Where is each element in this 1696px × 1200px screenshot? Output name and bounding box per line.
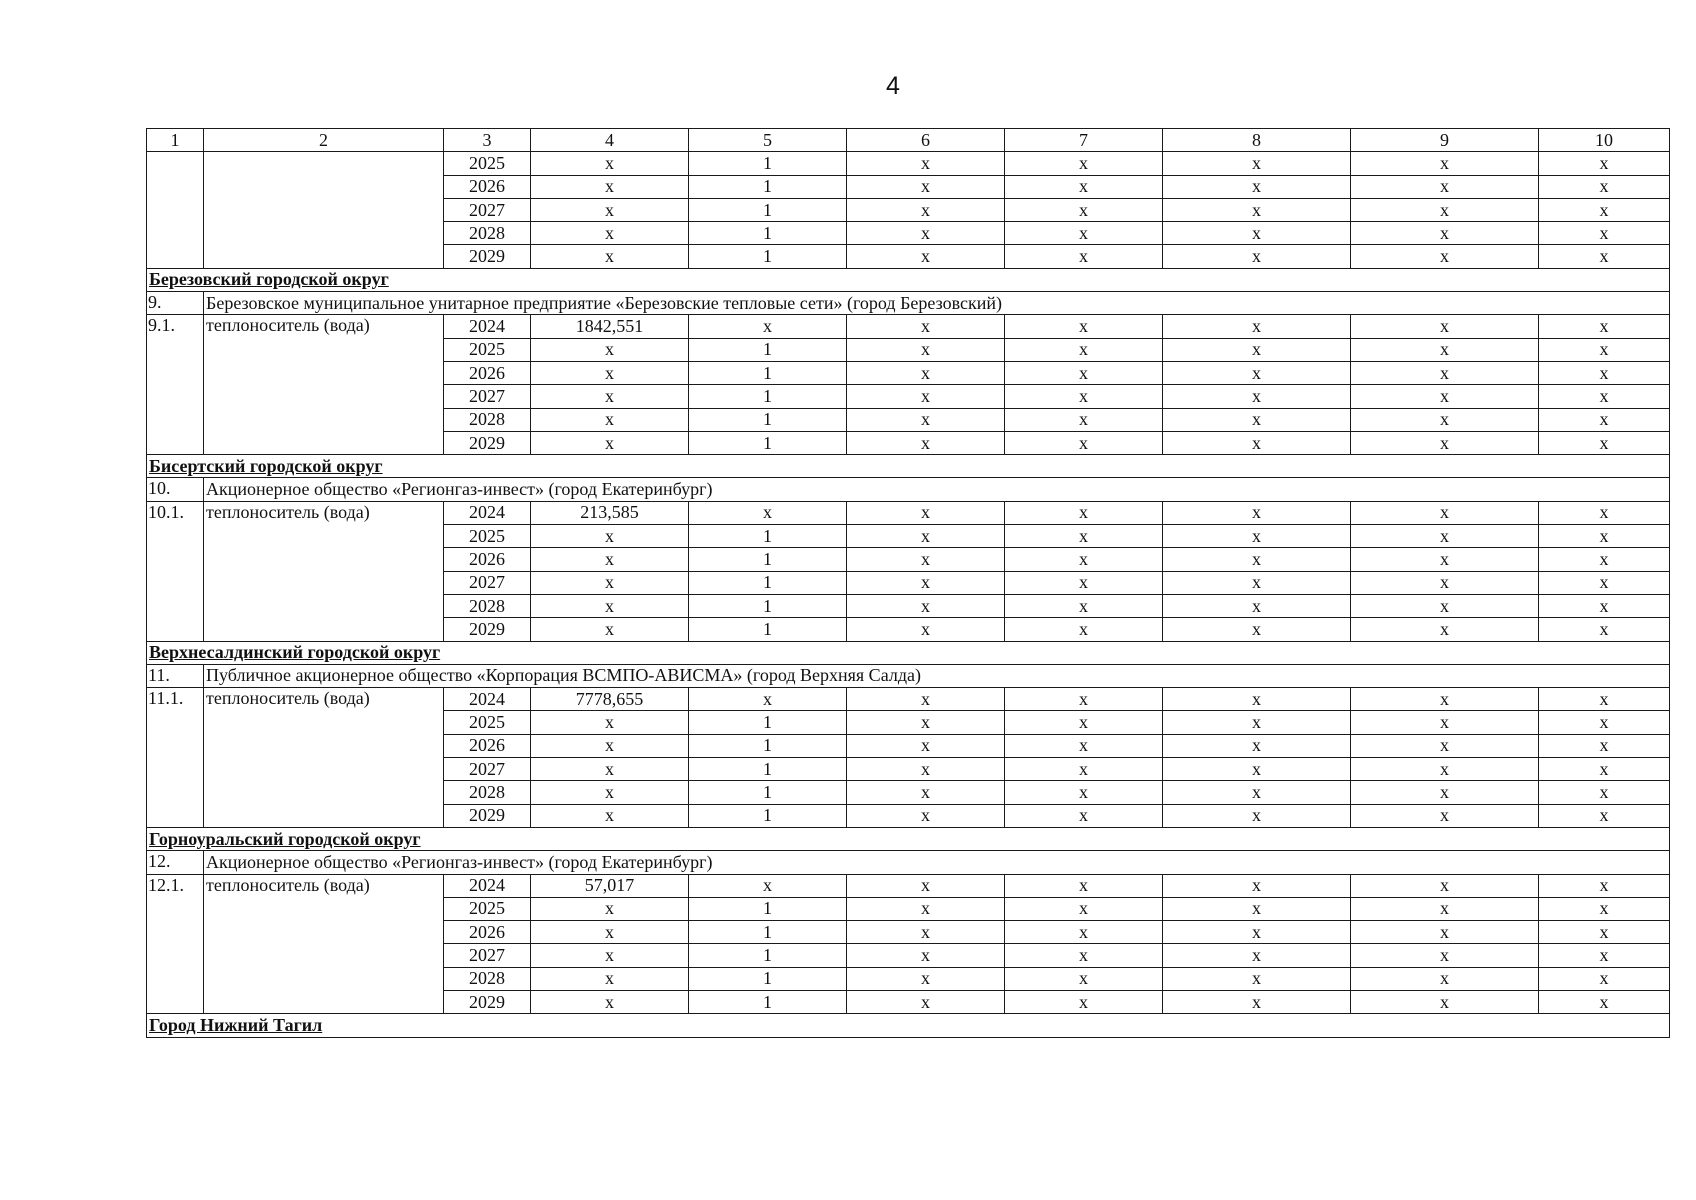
column-header: 6 [847,129,1005,152]
item-name: теплоноситель (вода) [204,688,444,828]
table-cell: x [1539,431,1670,454]
table-cell: x [847,990,1005,1013]
table-cell: x [1539,501,1670,524]
table-cell: x [1539,315,1670,338]
table-cell: x [1163,804,1351,827]
item-name: теплоноситель (вода) [204,315,444,455]
table-cell: x [1539,688,1670,711]
table-cell: x [531,198,689,221]
table-cell: x [847,431,1005,454]
table-cell: x [1351,897,1539,920]
table-cell: 1 [689,245,847,268]
table-cell: x [1539,944,1670,967]
column-header: 9 [1351,129,1539,152]
table-cell: x [847,525,1005,548]
table-cell: x [1539,758,1670,781]
organization-row [147,478,1670,501]
table-cell: x [689,501,847,524]
district-row [147,268,1670,291]
table-cell: 1 [689,525,847,548]
district-row [147,455,1670,478]
table-cell: x [1163,338,1351,361]
table-cell: 1 [689,175,847,198]
item-number: 9.1. [147,315,204,455]
table-cell: x [531,548,689,571]
table-cell: x [1163,921,1351,944]
table-cell: x [847,571,1005,594]
table-cell: 1842,551 [531,315,689,338]
table-cell: x [1163,385,1351,408]
table-cell: 2025 [444,897,531,920]
table-cell: 2026 [444,734,531,757]
table-cell: x [1005,385,1163,408]
item-number: 11.1. [147,688,204,828]
table-cell: x [531,921,689,944]
table-cell: x [1005,548,1163,571]
table-cell: x [1163,222,1351,245]
table-cell: x [531,338,689,361]
table-row [147,152,1670,175]
organization-name: Акционерное общество «Регионгаз-инвест» (город Екатеринбург) [204,851,1670,874]
table-cell: x [1163,594,1351,617]
table-cell: x [1539,525,1670,548]
table-cell: x [1005,781,1163,804]
table-cell: x [1539,618,1670,641]
district-row [147,1014,1670,1037]
table-cell: x [531,175,689,198]
table-cell: 1 [689,921,847,944]
table-cell: x [1163,781,1351,804]
table-cell: x [1005,501,1163,524]
table-cell: x [1351,338,1539,361]
table-cell: x [1351,198,1539,221]
table-cell: x [531,990,689,1013]
table-cell: 2024 [444,688,531,711]
table-cell: 1 [689,222,847,245]
table-cell: x [1539,361,1670,384]
table-cell: x [1163,501,1351,524]
table-cell: x [1539,571,1670,594]
table-cell: x [1163,897,1351,920]
table-cell: x [847,222,1005,245]
table-cell: x [531,385,689,408]
column-header: 4 [531,129,689,152]
table-cell: x [1163,967,1351,990]
table-cell: x [531,711,689,734]
table-cell: x [1163,944,1351,967]
table-row [147,688,1670,711]
table-row [147,501,1670,524]
table-cell: x [1351,990,1539,1013]
table-cell: x [1539,781,1670,804]
table-cell: 2029 [444,990,531,1013]
table-cell: 1 [689,408,847,431]
table-cell: x [1005,804,1163,827]
table-cell: x [847,944,1005,967]
table-cell: 2029 [444,804,531,827]
table-cell: x [1539,594,1670,617]
table-cell: 1 [689,548,847,571]
table-cell: 1 [689,711,847,734]
table-cell: x [1005,431,1163,454]
table-cell: x [847,361,1005,384]
table-cell: 2028 [444,222,531,245]
table-cell: x [1163,408,1351,431]
organization-number: 12. [147,851,204,874]
table-cell: 2026 [444,361,531,384]
district-heading: Березовский городской округ [147,268,1670,291]
table-cell: 2029 [444,245,531,268]
table-cell: x [1539,874,1670,897]
table-cell: x [1163,711,1351,734]
table-cell: x [531,734,689,757]
table-cell: x [1005,152,1163,175]
table-cell: x [1163,548,1351,571]
table-cell: 2028 [444,408,531,431]
table-cell: x [1163,361,1351,384]
table-cell: x [1005,315,1163,338]
district-heading: Город Нижний Тагил [147,1014,1670,1037]
district-row [147,827,1670,850]
table-cell: x [1005,874,1163,897]
organization-number: 9. [147,292,204,315]
table-cell: x [1163,734,1351,757]
table-cell: x [847,688,1005,711]
table-cell: x [847,152,1005,175]
table-cell: x [1351,618,1539,641]
table-cell: 1 [689,385,847,408]
table-cell: x [1351,804,1539,827]
table-cell: 2025 [444,152,531,175]
table-cell: x [1539,385,1670,408]
table-cell: x [531,944,689,967]
table-cell: x [1351,245,1539,268]
table-cell: x [1005,688,1163,711]
table-cell: 2026 [444,921,531,944]
table-cell: x [1005,990,1163,1013]
table-cell: x [847,921,1005,944]
table-cell: x [1005,758,1163,781]
table-cell: x [1005,897,1163,920]
table-cell: 2024 [444,501,531,524]
table-cell: x [1351,385,1539,408]
table-cell: 1 [689,758,847,781]
table-cell: 1 [689,198,847,221]
table-cell: x [847,874,1005,897]
item-number: 10.1. [147,501,204,641]
table-cell: x [847,501,1005,524]
table-cell: x [1539,338,1670,361]
table-cell: x [1539,152,1670,175]
table-cell: x [1351,758,1539,781]
table-cell: x [1005,525,1163,548]
organization-row [147,292,1670,315]
table-cell: x [1163,175,1351,198]
table-cell: x [531,967,689,990]
column-header: 8 [1163,129,1351,152]
district-heading: Бисертский городской округ [147,455,1670,478]
table-cell: x [1539,245,1670,268]
district-row [147,641,1670,664]
table-cell: x [531,222,689,245]
table-cell: x [1005,618,1163,641]
table-cell: x [1351,921,1539,944]
table-cell: 2027 [444,944,531,967]
table-cell: x [531,525,689,548]
table-cell: x [1351,501,1539,524]
table-cell: x [1005,338,1163,361]
table-cell: 1 [689,944,847,967]
tariff-table [146,128,1670,1038]
table-cell: x [531,618,689,641]
table-cell: x [1351,781,1539,804]
table-cell: 1 [689,594,847,617]
table-cell: x [1005,921,1163,944]
table-cell: x [531,594,689,617]
table-cell: 2025 [444,525,531,548]
table-cell: 2027 [444,571,531,594]
table-cell: x [1005,734,1163,757]
table-cell: x [689,315,847,338]
table-cell: x [847,781,1005,804]
table-cell: x [531,897,689,920]
item-number: 12.1. [147,874,204,1014]
column-header: 3 [444,129,531,152]
table-cell: x [1163,198,1351,221]
table-cell: x [847,804,1005,827]
table-cell: x [1351,944,1539,967]
table-cell: 2029 [444,431,531,454]
table-cell: x [847,198,1005,221]
item-name: теплоноситель (вода) [204,874,444,1014]
table-cell: x [1539,175,1670,198]
table-cell: x [1005,408,1163,431]
table-row [147,874,1670,897]
table-cell: x [1163,431,1351,454]
organization-number: 11. [147,664,204,687]
column-header: 10 [1539,129,1670,152]
table-cell: x [1005,594,1163,617]
table-cell: x [1351,525,1539,548]
table-cell: x [1163,688,1351,711]
table-cell: x [1005,967,1163,990]
table-cell: 1 [689,571,847,594]
row-number-cell [147,152,204,268]
table-cell: x [531,758,689,781]
table-cell: x [1539,198,1670,221]
district-heading: Горноуральский городской округ [147,827,1670,850]
table-cell: x [1351,571,1539,594]
table-cell: 2024 [444,315,531,338]
table-cell: x [1351,734,1539,757]
organization-name: Публичное акционерное общество «Корпорация ВСМПО-АВИСМА» (город Верхняя Салда) [204,664,1670,687]
table-cell: x [1005,222,1163,245]
table-cell: x [847,338,1005,361]
table-cell: x [1005,711,1163,734]
table-cell: x [1539,548,1670,571]
table-cell: x [1351,222,1539,245]
table-cell: 2028 [444,967,531,990]
table-cell: x [1539,734,1670,757]
table-cell: 1 [689,734,847,757]
table-cell: x [1351,688,1539,711]
table-cell: x [847,385,1005,408]
table-cell: x [1005,361,1163,384]
table-cell: 1 [689,897,847,920]
table-cell: x [1163,525,1351,548]
item-name: теплоноситель (вода) [204,501,444,641]
table-cell: x [847,175,1005,198]
table-cell: x [1163,874,1351,897]
table-cell: x [1351,874,1539,897]
table-cell: 2025 [444,711,531,734]
district-heading: Верхнесалдинский городской округ [147,641,1670,664]
table-cell: 1 [689,967,847,990]
table-cell: x [531,781,689,804]
table-cell: 2025 [444,338,531,361]
table-cell: x [1005,571,1163,594]
organization-row [147,664,1670,687]
table-cell: x [847,967,1005,990]
table-cell: 1 [689,618,847,641]
table-cell: x [531,431,689,454]
table-cell: x [689,688,847,711]
table-cell: 2028 [444,594,531,617]
table-cell: x [1351,548,1539,571]
table-cell: x [1163,758,1351,781]
page-number: 4 [886,72,900,100]
table-cell: x [531,152,689,175]
table-cell: x [1539,990,1670,1013]
organization-row [147,851,1670,874]
table-cell: x [1539,222,1670,245]
table-cell: 213,585 [531,501,689,524]
table-cell: x [1351,408,1539,431]
column-header: 2 [204,129,444,152]
table-cell: x [1163,245,1351,268]
table-cell: x [847,897,1005,920]
table-cell: x [1539,408,1670,431]
table-cell: 2029 [444,618,531,641]
table-cell: x [1351,967,1539,990]
table-cell: x [1005,245,1163,268]
table-row [147,315,1670,338]
organization-number: 10. [147,478,204,501]
table-cell: 1 [689,361,847,384]
table-cell: x [531,361,689,384]
table-cell: x [1539,897,1670,920]
table-cell: x [847,315,1005,338]
table-cell: x [847,711,1005,734]
table-cell: x [847,548,1005,571]
table-cell: 1 [689,804,847,827]
table-cell: 2027 [444,198,531,221]
table-cell: 1 [689,990,847,1013]
table-cell: x [1351,152,1539,175]
table-cell: x [847,758,1005,781]
column-header: 1 [147,129,204,152]
organization-name: Акционерное общество «Регионгаз-инвест» (город Екатеринбург) [204,478,1670,501]
table-cell: x [1539,967,1670,990]
table-cell: 2026 [444,548,531,571]
table-cell: x [1005,944,1163,967]
table-cell: x [1351,175,1539,198]
table-cell: 2026 [444,175,531,198]
table-cell: 2024 [444,874,531,897]
table-cell: x [1005,198,1163,221]
table-cell: x [1163,571,1351,594]
table-cell: x [847,408,1005,431]
table-cell: x [1163,990,1351,1013]
table-cell: x [1351,711,1539,734]
table-cell: x [1163,315,1351,338]
table-cell: 7778,655 [531,688,689,711]
row-name-cell [204,152,444,268]
table-cell: x [847,594,1005,617]
table-cell: x [1005,175,1163,198]
table-cell: x [1351,431,1539,454]
table-cell: x [847,734,1005,757]
column-header: 7 [1005,129,1163,152]
table-cell: x [531,571,689,594]
table-cell: x [1163,618,1351,641]
table-cell: x [689,874,847,897]
header-row [147,129,1670,152]
table-cell: x [1539,711,1670,734]
table-cell: 1 [689,431,847,454]
table-cell: 1 [689,781,847,804]
table-cell: 2027 [444,385,531,408]
table-cell: x [847,245,1005,268]
table-body [147,129,1670,1038]
table-cell: 1 [689,152,847,175]
organization-name: Березовское муниципальное унитарное предприятие «Березовские тепловые сети» (город Березовский) [204,292,1670,315]
table-cell: x [1539,921,1670,944]
table-cell: x [847,618,1005,641]
table-cell: x [531,408,689,431]
table-cell: x [1351,361,1539,384]
table-cell: x [531,245,689,268]
table-cell: x [1163,152,1351,175]
table-cell: x [1539,804,1670,827]
table-cell: 57,017 [531,874,689,897]
table-cell: x [1351,315,1539,338]
table-cell: 2027 [444,758,531,781]
table-cell: 2028 [444,781,531,804]
table-cell: x [1351,594,1539,617]
table-cell: 1 [689,338,847,361]
table-cell: x [531,804,689,827]
column-header: 5 [689,129,847,152]
